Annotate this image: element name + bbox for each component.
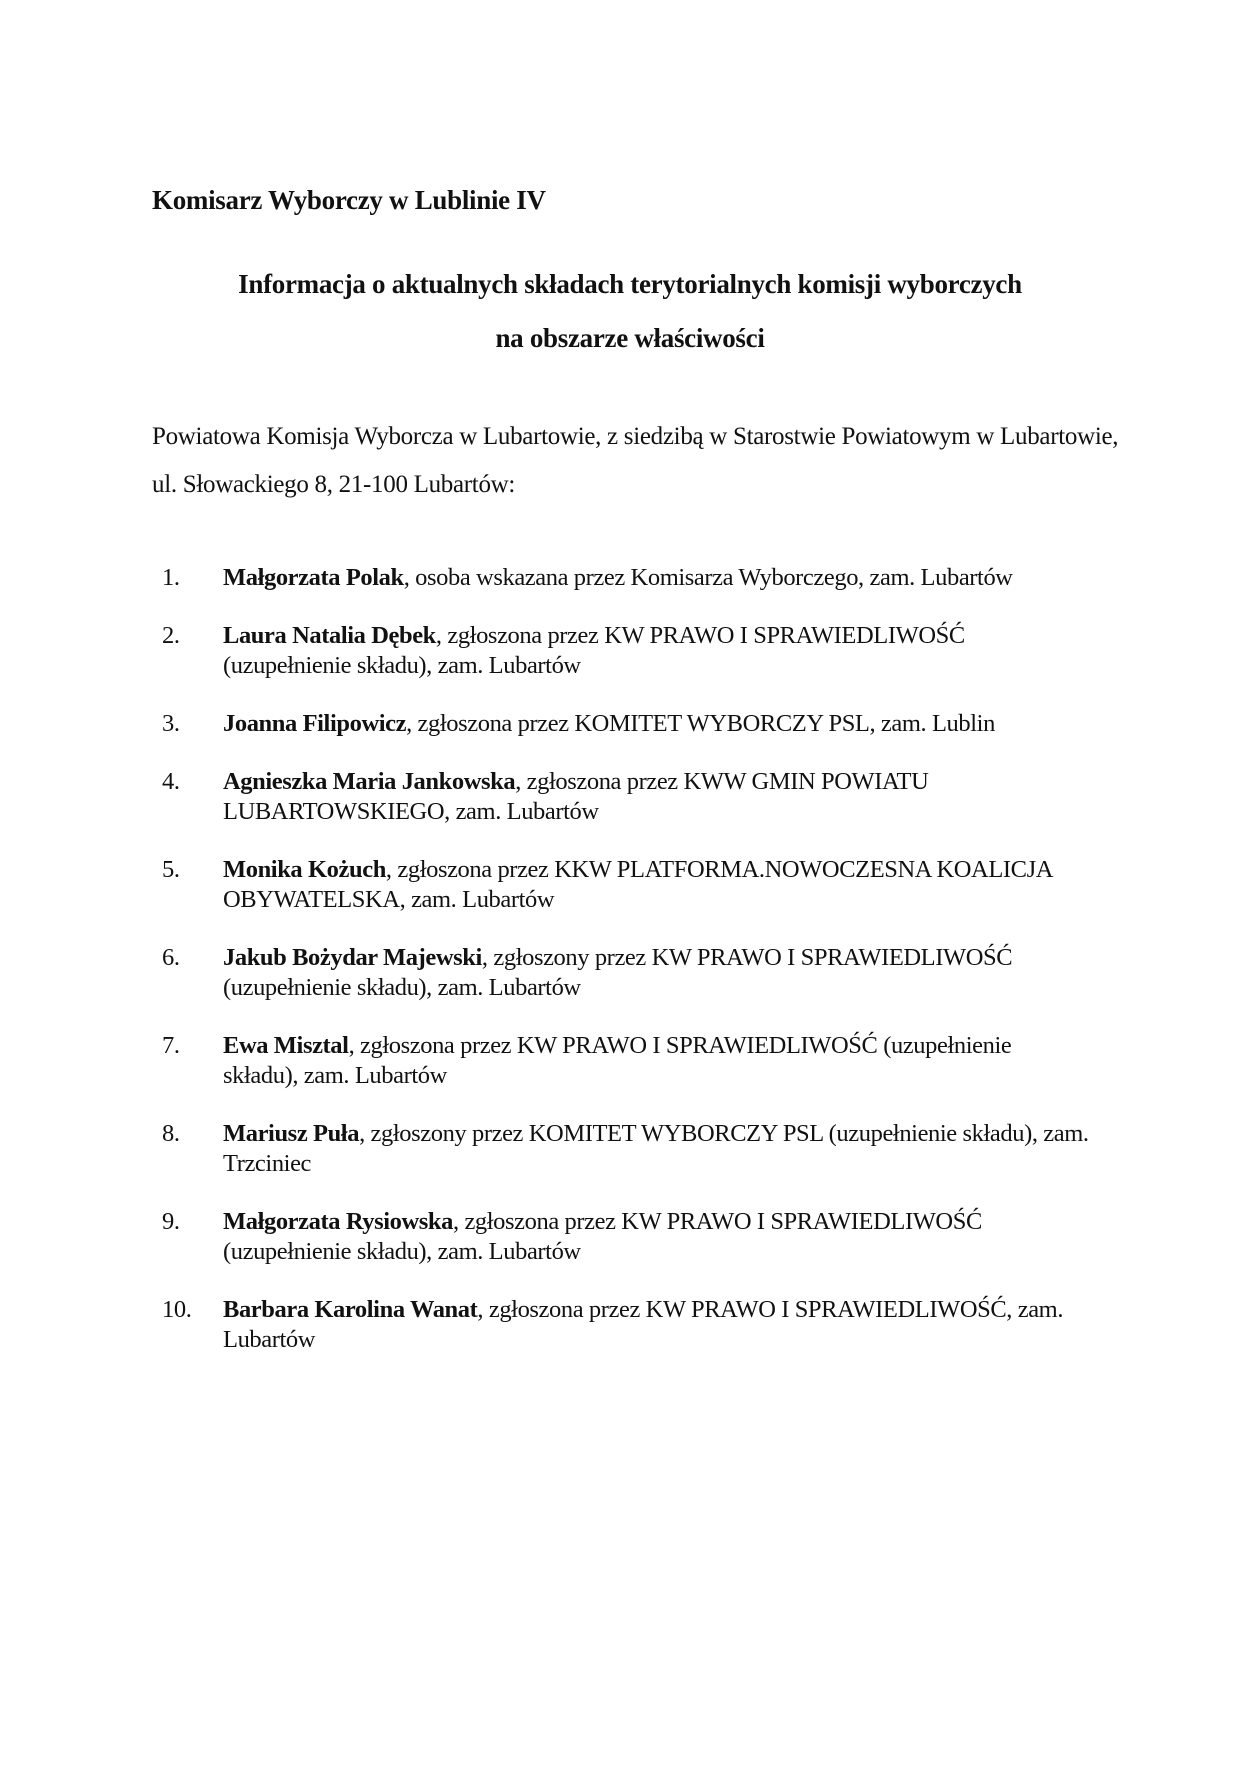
item-number: 6.: [162, 944, 180, 971]
title-line-1: Informacja o aktualnych składach terytorialnych komisji wyborczych: [238, 269, 1022, 299]
member-name: Jakub Bożydar Majewski: [223, 944, 482, 971]
item-number: 4.: [162, 768, 180, 795]
member-name: Małgorzata Polak: [223, 564, 404, 591]
member-details: , zgłoszona przez KOMITET WYBORCZY PSL, zam. Lublin: [406, 710, 995, 737]
list-item: [152, 1295, 1092, 1355]
item-text: [223, 709, 1092, 739]
member-details: , zgłoszony przez KOMITET WYBORCZY PSL (uzupełnienie składu), zam. Trzciniec: [223, 1120, 1089, 1177]
member-list: [152, 563, 1092, 1383]
member-details: , zgłoszona przez KKW PLATFORMA.NOWOCZESNA KOALICJA OBYWATELSKA, zam. Lubartów: [223, 856, 1052, 913]
list-item: [152, 563, 1092, 593]
member-details: , zgłoszony przez KW PRAWO I SPRAWIEDLIWOŚĆ (uzupełnienie składu), zam. Lubartów: [223, 944, 1013, 1001]
member-name: Agnieszka Maria Jankowska: [223, 768, 516, 795]
item-number: 5.: [162, 856, 180, 883]
item-text: [223, 855, 1092, 915]
item-text: [223, 1119, 1092, 1179]
member-name: Laura Natalia Dębek: [223, 622, 436, 649]
item-text: [223, 1031, 1092, 1091]
list-item: [152, 1207, 1092, 1267]
title-line-2: na obszarze właściwości: [495, 323, 765, 353]
member-name: Monika Kożuch: [223, 856, 386, 883]
member-name: Barbara Karolina Wanat: [223, 1296, 478, 1323]
list-item: [152, 709, 1092, 739]
item-text: [223, 563, 1092, 593]
list-item: [152, 767, 1092, 827]
item-number: 2.: [162, 622, 180, 649]
member-name: Małgorzata Rysiowska: [223, 1208, 453, 1235]
list-item: [152, 621, 1092, 681]
member-details: , osoba wskazana przez Komisarza Wyborczego, zam. Lubartów: [403, 564, 1013, 591]
member-details: , zgłoszona przez KW PRAWO I SPRAWIEDLIWOŚĆ (uzupełnienie składu), zam. Lubartów: [223, 1208, 982, 1265]
item-number: 3.: [162, 710, 180, 737]
item-text: [223, 767, 1092, 827]
member-details: , zgłoszona przez KWW GMIN POWIATU LUBARTOWSKIEGO, zam. Lubartów: [223, 768, 929, 825]
member-name: Ewa Misztal: [223, 1032, 349, 1059]
item-number: 9.: [162, 1208, 180, 1235]
item-text: [223, 1295, 1092, 1355]
list-item: [152, 1031, 1092, 1091]
item-number: 7.: [162, 1032, 180, 1059]
issuer-heading: Komisarz Wyborczy w Lublinie IV: [152, 185, 546, 215]
list-item: [152, 1119, 1092, 1179]
item-text: [223, 621, 1092, 681]
item-number: 10.: [162, 1296, 192, 1323]
member-details: , zgłoszona przez KW PRAWO I SPRAWIEDLIWOŚĆ (uzupełnienie składu), zam. Lubartów: [223, 622, 965, 679]
list-item: [152, 943, 1092, 1003]
member-name: Mariusz Puła: [223, 1120, 360, 1147]
document-title: [130, 257, 1130, 365]
list-item: [152, 855, 1092, 915]
item-text: [223, 943, 1092, 1003]
member-name: Joanna Filipowicz: [223, 710, 407, 737]
commission-intro: Powiatowa Komisja Wyborcza w Lubartowie, z siedzibą w Starostwie Powiatowym w Lubartowie, ul. Słowackiego 8, 21-100 Lubartów:: [152, 423, 1119, 498]
member-details: , zgłoszona przez KW PRAWO I SPRAWIEDLIWOŚĆ (uzupełnienie składu), zam. Lubartów: [223, 1032, 1012, 1089]
item-number: 8.: [162, 1120, 180, 1147]
item-text: [223, 1207, 1092, 1267]
item-number: 1.: [162, 564, 180, 591]
member-details: , zgłoszona przez KW PRAWO I SPRAWIEDLIWOŚĆ, zam. Lubartów: [223, 1296, 1064, 1353]
